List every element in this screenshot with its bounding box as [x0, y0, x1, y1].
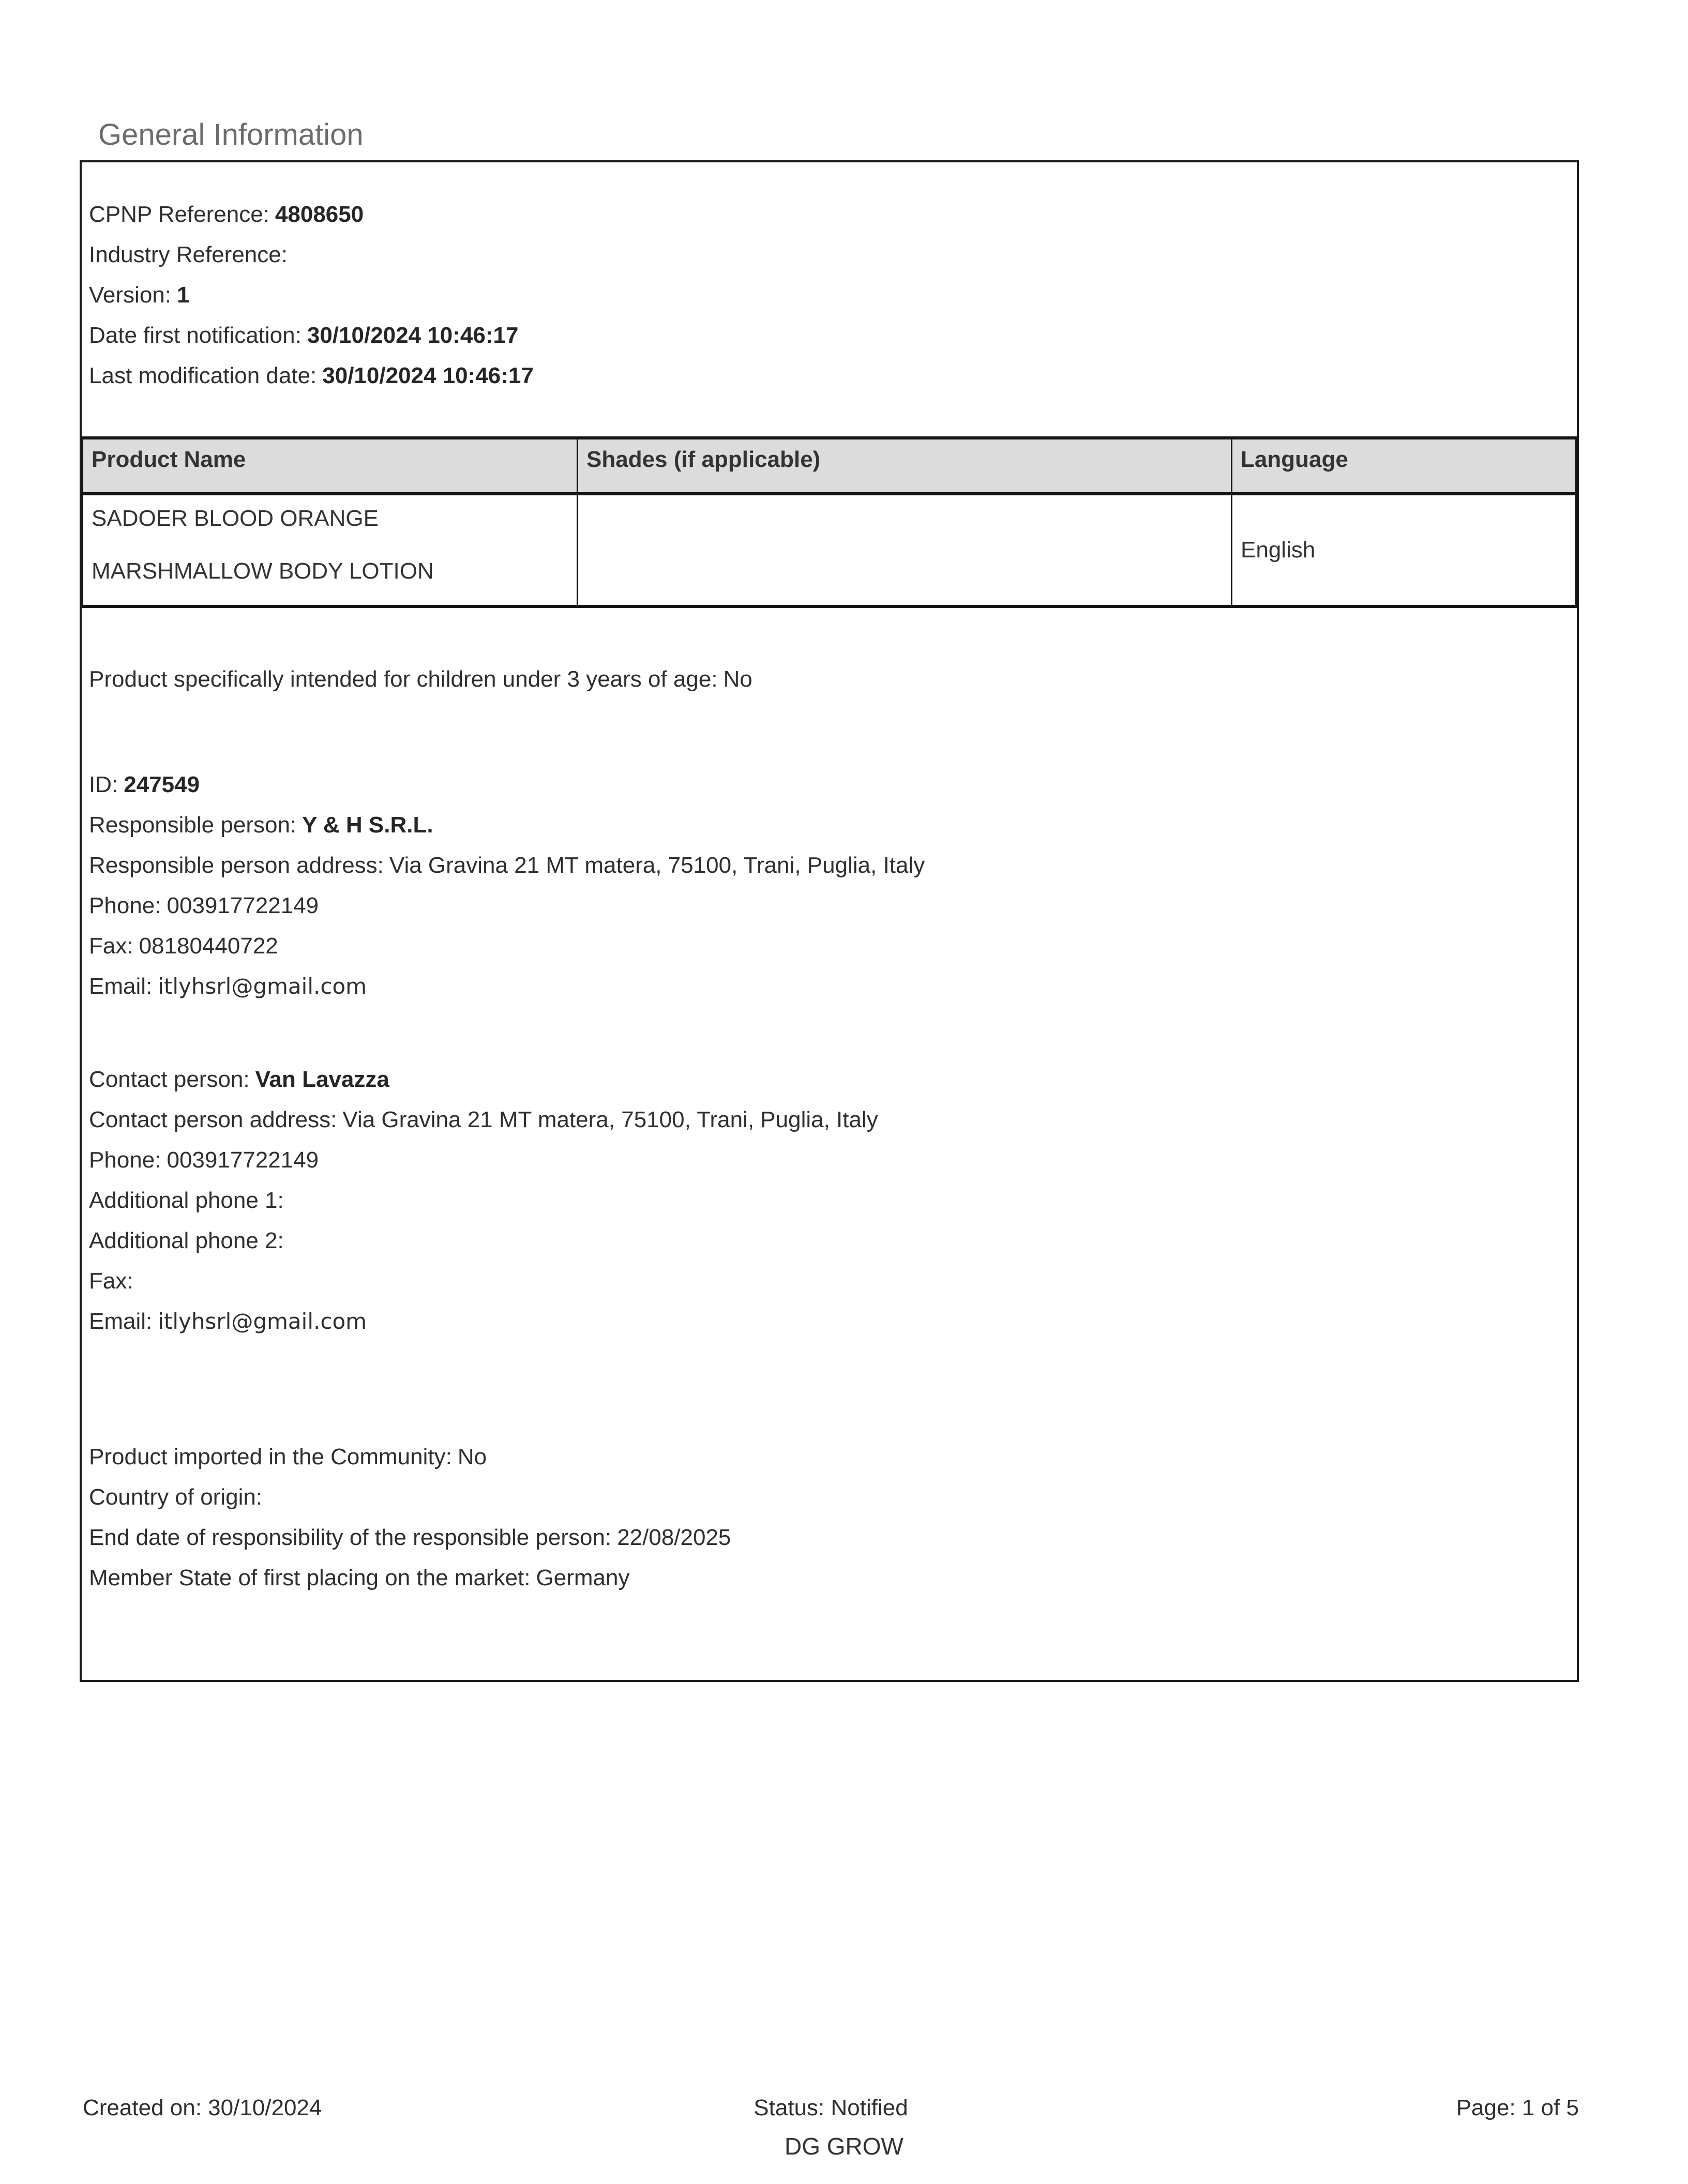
contact-phone-value: 003917722149: [167, 1147, 319, 1173]
page-footer: [0, 2088, 1688, 2128]
version-value: 1: [176, 282, 190, 308]
product-imported-value: No: [457, 1444, 487, 1469]
country-of-origin-line: [82, 1477, 1577, 1518]
contact-phone-line: [82, 1140, 1577, 1180]
contact-fax-line: [82, 1261, 1577, 1301]
cpnp-reference-value: 4808650: [275, 202, 364, 227]
contact-person-line: [82, 1059, 1577, 1100]
last-modification-date-line: [82, 356, 1577, 396]
responsible-phone-label: Phone:: [89, 893, 161, 918]
responsible-email-value: itlyhsrl@gmail.com: [158, 974, 367, 999]
footer-page-number: Page: 1 of 5: [1456, 2095, 1579, 2120]
end-date-responsibility-value: 22/08/2025: [617, 1525, 731, 1550]
cpnp-reference-line: [82, 194, 1577, 235]
date-first-notification-line: [82, 315, 1577, 356]
version-label: Version:: [89, 282, 171, 308]
product-name-cell: [83, 494, 578, 606]
responsible-phone-value: 003917722149: [167, 893, 319, 918]
responsible-fax-value: 08180440722: [139, 933, 278, 959]
responsible-person-label: Responsible person:: [89, 812, 297, 838]
contact-person-address-line: [82, 1100, 1577, 1140]
responsible-email-line: [82, 966, 1577, 1007]
additional-phone-2-line: [82, 1221, 1577, 1261]
contact-person-address-label: Contact person address:: [89, 1107, 337, 1132]
product-name-line-2: MARSHMALLOW BODY LOTION: [92, 558, 434, 584]
contact-email-value: itlyhsrl@gmail.com: [158, 1309, 367, 1334]
footer-dg-grow: DG GROW: [785, 2133, 903, 2160]
language-cell: English: [1232, 494, 1576, 606]
responsible-email-label: Email:: [89, 974, 153, 999]
children-under-3-label: Product specifically intended for children under 3 years of age:: [89, 666, 718, 692]
general-information-box: [80, 160, 1579, 1682]
date-first-notification-value: 30/10/2024 10:46:17: [307, 323, 519, 348]
product-table-header-row: [83, 438, 1576, 494]
product-table-row: [83, 494, 1576, 606]
responsible-person-address-line: [82, 845, 1577, 886]
member-state-label: Member State of first placing on the market:: [89, 1565, 531, 1590]
product-name-line-1: SADOER BLOOD ORANGE: [92, 506, 379, 531]
responsible-phone-line: [82, 886, 1577, 926]
responsible-person-line: [82, 805, 1577, 845]
responsible-fax-line: [82, 926, 1577, 966]
footer-status: Status: Notified: [753, 2095, 908, 2120]
responsible-person-address-value: Via Gravina 21 MT matera, 75100, Trani, Puglia, Italy: [389, 853, 925, 878]
additional-phone-1-line: [82, 1180, 1577, 1221]
cpnp-reference-label: CPNP Reference:: [89, 202, 269, 227]
children-under-3-line: [82, 659, 1577, 700]
id-line: [82, 765, 1577, 805]
member-state-value: Germany: [536, 1565, 630, 1590]
end-date-responsibility-label: End date of responsibility of the responsible person:: [89, 1525, 612, 1550]
product-table: [82, 436, 1577, 608]
product-imported-line: [82, 1437, 1577, 1477]
additional-phone-1-label: Additional phone 1:: [89, 1188, 284, 1213]
version-line: [82, 275, 1577, 315]
children-under-3-value: No: [723, 666, 752, 692]
industry-reference-line: [82, 235, 1577, 275]
contact-phone-label: Phone:: [89, 1147, 161, 1173]
column-header-language: Language: [1232, 438, 1576, 494]
date-first-notification-label: Date first notification:: [89, 323, 302, 348]
responsible-person-section: [82, 765, 1577, 1007]
column-header-shades: Shades (if applicable): [578, 438, 1232, 494]
contact-person-section: [82, 1059, 1577, 1342]
additional-phone-2-label: Additional phone 2:: [89, 1228, 284, 1253]
page-title: General Information: [98, 118, 364, 151]
last-modification-date-value: 30/10/2024 10:46:17: [322, 363, 534, 388]
responsible-person-address-label: Responsible person address:: [89, 853, 384, 878]
contact-email-label: Email:: [89, 1309, 153, 1334]
contact-email-line: [82, 1301, 1577, 1342]
product-imported-label: Product imported in the Community:: [89, 1444, 452, 1469]
shades-cell: [578, 494, 1232, 606]
member-state-line: [82, 1558, 1577, 1598]
country-of-origin-label: Country of origin:: [89, 1484, 263, 1510]
responsible-person-value: Y & H S.R.L.: [302, 812, 433, 838]
footer-created-on: Created on: 30/10/2024: [83, 2095, 322, 2120]
column-header-product-name: Product Name: [83, 438, 578, 494]
responsible-fax-label: Fax:: [89, 933, 133, 959]
import-info-section: [82, 1437, 1577, 1598]
contact-person-address-value: Via Gravina 21 MT matera, 75100, Trani, Puglia, Italy: [342, 1107, 878, 1132]
contact-person-value: Van Lavazza: [255, 1067, 389, 1092]
id-value: 247549: [124, 772, 200, 797]
id-label: ID:: [89, 772, 118, 797]
notification-meta-section: [82, 194, 1577, 396]
industry-reference-label: Industry Reference:: [89, 242, 288, 267]
last-modification-date-label: Last modification date:: [89, 363, 317, 388]
contact-fax-label: Fax:: [89, 1268, 133, 1294]
end-date-responsibility-line: [82, 1518, 1577, 1558]
contact-person-label: Contact person:: [89, 1067, 250, 1092]
